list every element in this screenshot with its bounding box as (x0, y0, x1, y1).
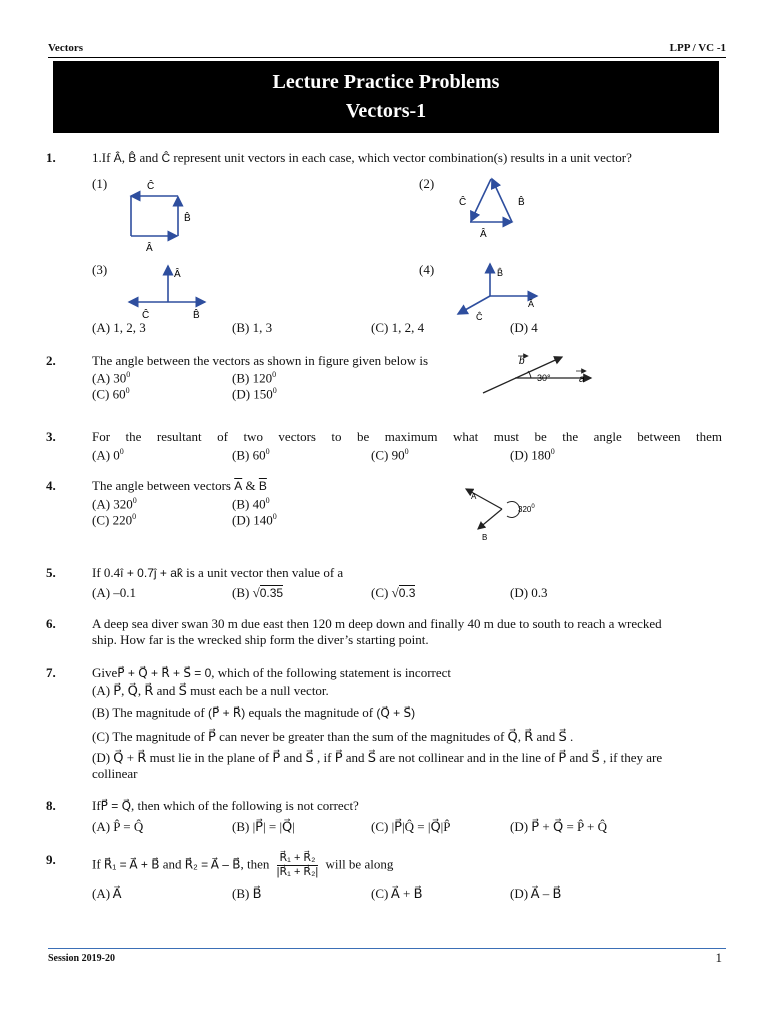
q8-option-c[interactable]: (C) |P⃗|Q̂ = |Q⃗|P̂ (371, 819, 451, 834)
figure-label-4: (4) (419, 262, 435, 277)
fig2-label-c: Ĉ (459, 197, 467, 208)
question-stem: If R⃗₁ = A⃗ + B⃗ and R⃗₂ = A⃗ – B⃗, then $\frac{\text{R⃗₁ + R⃗₂}}{\text{|R⃗₁ + R⃗₂|}}$ will be along (92, 852, 394, 878)
q9-option-d[interactable]: (D) A⃗ – B⃗ (510, 886, 562, 901)
fig2-label-b: B̂ (518, 197, 525, 208)
fig4-label-b: B̂ (497, 268, 504, 278)
q1-option-d[interactable]: (D) 4 (510, 320, 538, 335)
q8-option-d[interactable]: (D) P⃗ + Q⃗ = P̂ + Q̂ (510, 819, 607, 834)
fig1-label-c: Ĉ (147, 181, 155, 192)
question-stem: If 0.4î + 0.7ĵ + ak̂ is a unit vector then value of a (92, 565, 344, 580)
q4-angle-label: $320^0$ (518, 504, 535, 514)
q4-option-c[interactable]: (C) $220^0$ (92, 512, 137, 528)
header-code: LPP / VC -1 (669, 42, 726, 54)
footer-session: Session 2019-20 (48, 953, 115, 964)
q5-option-c[interactable]: (C) √0.3 (371, 585, 416, 600)
q5-option-a[interactable]: (A) –0.1 (92, 585, 137, 600)
question-stem: IfP⃗ = Q⃗, then which of the following is not correct? (92, 798, 359, 813)
fig3-label-b: B̂ (193, 310, 200, 321)
q4-option-b[interactable]: (B) $40^0$ (232, 496, 270, 512)
figure-label-3: (3) (92, 262, 108, 277)
q5-option-b[interactable]: (B) √0.35 (232, 585, 284, 600)
fig2-label-a: Â (480, 229, 487, 240)
q1-option-a[interactable]: (A) 1, 2, 3 (92, 320, 146, 335)
q4-figure (466, 489, 535, 542)
question-stem: The angle between the vectors as shown in figure given below is (92, 353, 429, 368)
figure-label-1: (1) (92, 176, 108, 191)
q8-option-a[interactable]: (A) P̂ = Q̂ (92, 819, 144, 834)
q2-angle-label: 30° (537, 373, 551, 383)
question-stem: For the resultant of two vectors to be maximum what must be the angle between them (92, 429, 722, 444)
fig1-label-a: Â (146, 243, 153, 254)
q4-option-a[interactable]: (A) $320^0$ (92, 496, 137, 512)
q5-option-d[interactable]: (D) 0.3 (510, 585, 548, 600)
q7-option-a[interactable]: (A) P⃗, Q⃗, R⃗ and S⃗ must each be a null vector. (92, 683, 329, 698)
page-number: 1 (715, 950, 722, 965)
q9-option-b[interactable]: (B) B⃗ (232, 886, 262, 901)
q2-option-c[interactable]: (C) $60^0$ (92, 386, 130, 402)
question-stem: GiveP⃗ + Q⃗ + R⃗ + S⃗ = 0, which of the following statement is incorrect (92, 665, 452, 680)
figure-1-diagram (131, 179, 191, 254)
footer-rule (48, 948, 726, 949)
q9-option-a[interactable]: (A) A⃗ (92, 886, 122, 901)
title-line-1: Lecture Practice Problems (272, 71, 500, 93)
q2-option-d[interactable]: (D) $150^0$ (232, 386, 277, 402)
q2-option-b[interactable]: (B) $120^0$ (232, 370, 277, 386)
question-stem: The angle between vectors $\overline{A}$ & $\overline{B}$ (92, 478, 267, 493)
fig4-label-a: Â (528, 299, 535, 309)
q3-option-c[interactable]: (C) $90^0$ (371, 447, 409, 463)
q4-option-d[interactable]: (D) $140^0$ (232, 512, 277, 528)
fig4-label-c: Ĉ (476, 312, 483, 322)
figure-4-diagram (458, 264, 537, 322)
q3-option-a[interactable]: (A) $0^0$ (92, 447, 124, 463)
fig3-label-a: Â (174, 269, 181, 280)
q4-label-b: B (482, 533, 488, 542)
q3-option-d[interactable]: (D) $180^0$ (510, 447, 555, 463)
fig1-label-b: B̂ (184, 213, 191, 224)
q1-option-b[interactable]: (B) 1, 3 (232, 320, 273, 335)
q9-option-c[interactable]: (C) A⃗ + B⃗ (371, 886, 423, 901)
question-stem: 1.If Â, B̂ and Ĉ represent unit vectors in each case, which vector combination(s) results in a unit vector? (92, 150, 632, 165)
q2-label-a: a (579, 374, 585, 385)
fraction: $\frac{\text{R⃗₁ + R⃗₂}}{\text{|R⃗₁ + R⃗₂|}}$ (276, 852, 319, 878)
title-line-2: Vectors-1 (345, 100, 427, 122)
fig3-label-c: Ĉ (142, 310, 150, 321)
figure-2-diagram (459, 179, 525, 240)
q2-option-a[interactable]: (A) $30^0$ (92, 370, 131, 386)
question-number: 1. (46, 150, 56, 165)
figure-3-diagram (129, 266, 205, 321)
q8-option-b[interactable]: (B) |P⃗| = |Q⃗| (232, 819, 295, 834)
q1-option-c[interactable]: (C) 1, 2, 4 (371, 320, 425, 335)
q7-option-c[interactable]: (C) The magnitude of P⃗ can never be greater than the sum of the magnitudes of Q⃗, R⃗ and S⃗ . (92, 729, 574, 744)
q2-label-b: b (519, 356, 525, 367)
question-stem: A deep sea diver swan 30 m due east then 120 m deep down and finally 40 m due to south to reach a wrecked ship. How far is the wrecked ship form the diver’s starting point. (92, 616, 662, 647)
q4-label-a: A (471, 492, 477, 501)
q3-option-b[interactable]: (B) $60^0$ (232, 447, 270, 463)
header-subject: Vectors (48, 42, 84, 54)
figure-label-2: (2) (419, 176, 435, 191)
